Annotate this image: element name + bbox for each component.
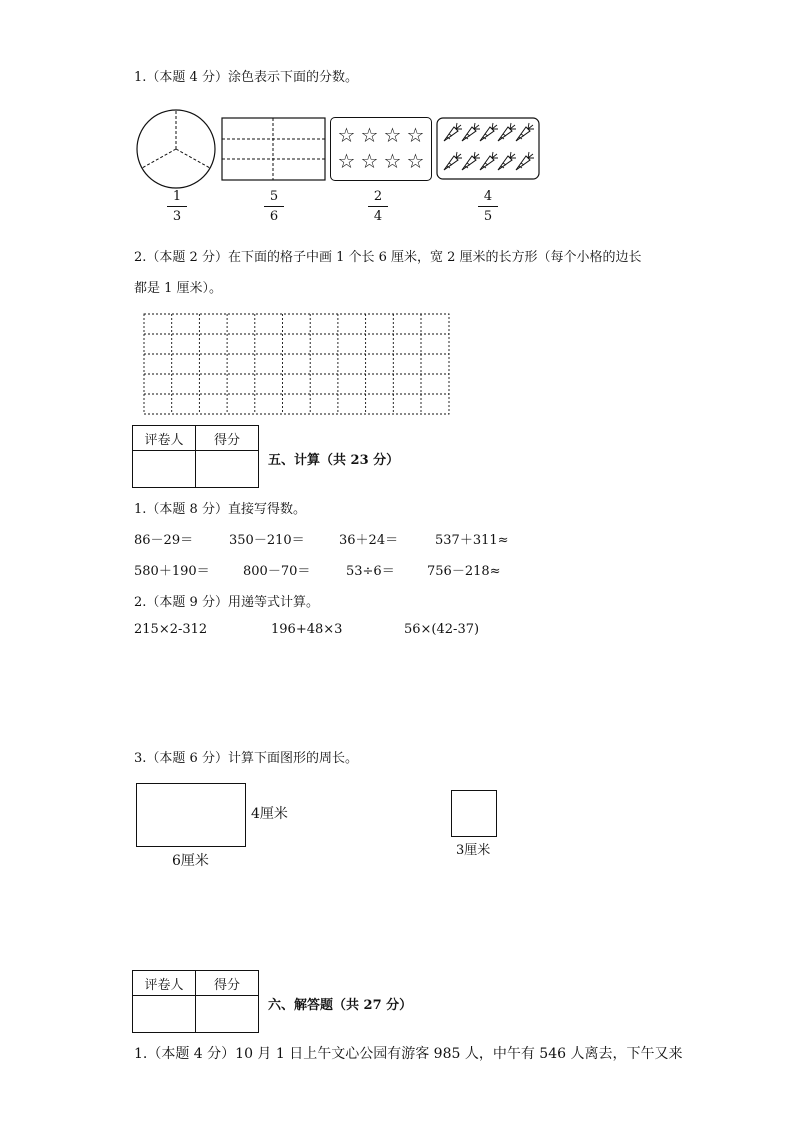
- calc-item: 756－218≈: [427, 564, 501, 579]
- fraction: [368, 189, 388, 224]
- section-5-q3-label: 3.（本题 6 分）计算下面图形的周长。: [134, 751, 358, 766]
- carrot-icon: [462, 152, 480, 170]
- calc-item: 53÷6＝: [346, 564, 395, 579]
- question-2-line2: 都是 1 厘米）。: [134, 281, 223, 296]
- star-icon: ☆: [360, 149, 379, 173]
- fraction: [478, 189, 498, 224]
- rect-width-label: 6厘米: [172, 853, 209, 869]
- section-6-title: 六、解答题（共 27 分）: [268, 998, 413, 1013]
- score-box: [132, 970, 259, 1033]
- rectangle-figure: [221, 117, 327, 181]
- numerator: 1: [172, 189, 182, 204]
- expression: 196+48×3: [271, 622, 343, 637]
- calc-item: 800－70＝: [243, 564, 311, 579]
- fraction: [167, 189, 187, 224]
- score-label: 得分: [196, 426, 259, 451]
- score-label: 得分: [196, 971, 259, 996]
- drawing-grid[interactable]: [143, 313, 451, 416]
- section-5-q1-label: 1.（本题 8 分）直接写得数。: [134, 502, 306, 517]
- denominator: 5: [483, 209, 493, 224]
- section-6-q1-text: 1.（本题 4 分）10 月 1 日上午文心公园有游客 985 人，中午有 546 人离去，下午又来: [134, 1046, 683, 1062]
- fraction: [264, 189, 284, 224]
- star-icon: ☆: [406, 149, 425, 173]
- section-5-q2-label: 2.（本题 9 分）用递等式计算。: [134, 595, 319, 610]
- star-icon: ☆: [337, 149, 356, 173]
- reviewer-label: 评卷人: [133, 426, 196, 451]
- score-cell[interactable]: [196, 996, 259, 1033]
- denominator: 6: [269, 209, 279, 224]
- star-icon: ☆: [337, 123, 356, 147]
- carrot-icon: [516, 152, 534, 170]
- denominator: 3: [172, 209, 182, 224]
- numerator: 2: [373, 189, 383, 204]
- question-1-label: 1.（本题 4 分）涂色表示下面的分数。: [134, 70, 358, 85]
- score-cell[interactable]: [196, 451, 259, 488]
- section-5-title: 五、计算（共 23 分）: [268, 453, 400, 468]
- numerator: 5: [269, 189, 279, 204]
- carrot-icon: [462, 123, 480, 141]
- calc-item: 350－210＝: [229, 533, 305, 548]
- stars-box: [330, 117, 432, 181]
- denominator: 4: [373, 209, 383, 224]
- reviewer-label: 评卷人: [133, 971, 196, 996]
- carrot-icon: [498, 123, 516, 141]
- rectangle-shape: [136, 783, 246, 847]
- circle-figure: [135, 108, 219, 190]
- star-icon: ☆: [383, 123, 402, 147]
- numerator: 4: [483, 189, 493, 204]
- carrot-icon: [498, 152, 516, 170]
- reviewer-cell[interactable]: [133, 451, 196, 488]
- rect-height-label: 4厘米: [251, 806, 288, 822]
- reviewer-cell[interactable]: [133, 996, 196, 1033]
- star-icon: ☆: [406, 123, 425, 147]
- score-box: [132, 425, 259, 488]
- expression: 215×2-312: [134, 622, 208, 637]
- square-side-label: 3厘米: [456, 843, 491, 858]
- expression: 56×(42-37): [404, 622, 480, 637]
- calc-item: 580＋190＝: [134, 564, 210, 579]
- calc-item: 36＋24＝: [339, 533, 399, 548]
- star-icon: ☆: [383, 149, 402, 173]
- carrot-icon: [444, 152, 462, 170]
- carrot-icon: [444, 123, 462, 141]
- calc-item: 537＋311≈: [435, 533, 509, 548]
- carrots-box: [436, 117, 542, 181]
- calc-item: 86－29＝: [134, 533, 194, 548]
- carrot-icon: [480, 152, 498, 170]
- carrot-icon: [480, 123, 498, 141]
- carrot-icon: [516, 123, 534, 141]
- star-icon: ☆: [360, 123, 379, 147]
- square-shape: [451, 790, 497, 837]
- question-2-line1: 2.（本题 2 分）在下面的格子中画 1 个长 6 厘米，宽 2 厘米的长方形（每个小格的边长: [134, 250, 642, 265]
